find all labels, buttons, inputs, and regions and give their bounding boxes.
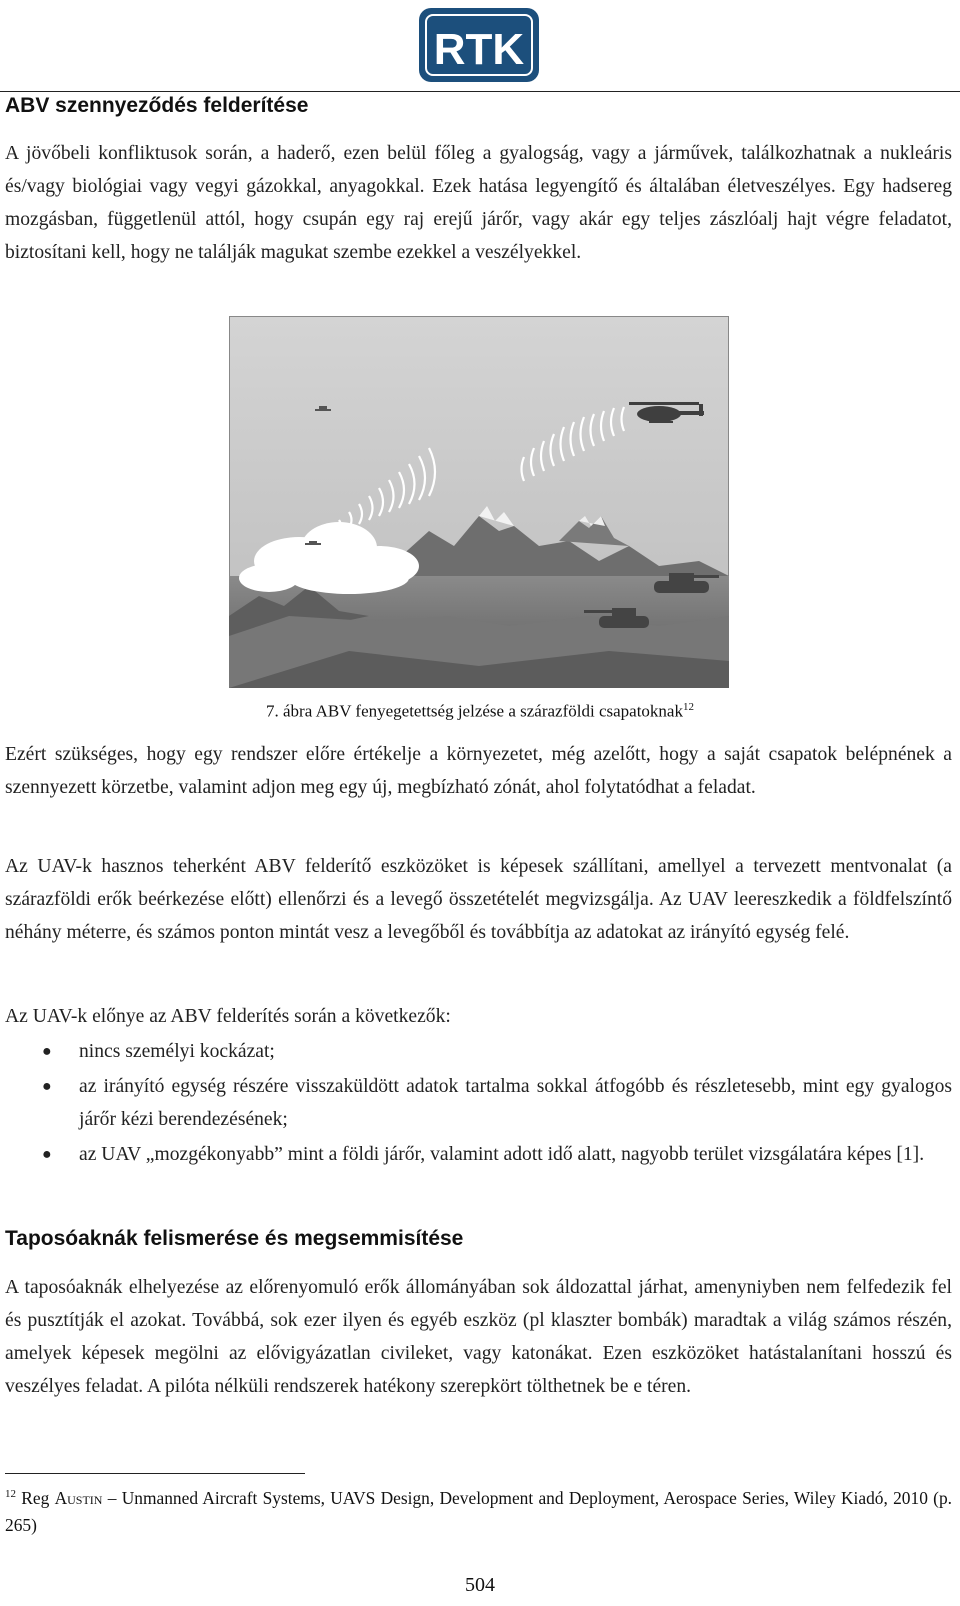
figure-caption: [0, 701, 960, 722]
page-number: 504: [465, 1574, 495, 1596]
list-item: [0, 1035, 952, 1068]
caption-footnote-ref: 12: [682, 701, 694, 713]
footnote-number: 12: [5, 1488, 16, 1500]
footnote-author-first: Reg: [21, 1487, 55, 1508]
list-item-text: nincs személyi kockázat;: [79, 1041, 275, 1062]
paragraph-mines: A taposóaknák elhelyezése az előrenyomuló erők állományában sok áldozattal járhat, amenyniyben nem felfedezik fel és pusztítják el azokat. Továbbá, sok ezer ilyen és egyéb eszköz (pl klaszter bombák) maradtak a világ számos részén, amelyek képesek megölni az elővigyázatlan civileket, vagy katonákat. Ezen eszközöket hatástalanítani hosszú és veszélyes feladat. A pilóta nélküli rendszerek hatékony szerepkört tölthetnek be e téren.: [5, 1277, 952, 1397]
paragraph-uav-payload: Az UAV-k hasznos teherként ABV felderítő eszközöket is képesek szállítani, amellyel a tervezett mentvonalat (a szárazföldi erők beérkezése előtt) ellenőrzi és a levegő összetételét megvizsgálja. Az UAV leereszkedik a földfelszíntő néhány méterre, és számos ponton mintát vesz a levegőből és továbbítja az adatokat az irányító egység felé.: [5, 856, 952, 943]
list-item: [0, 1138, 952, 1171]
bullet-icon: ●: [42, 1146, 52, 1163]
footnote-rule: [5, 1473, 305, 1474]
header-rule: [0, 91, 960, 92]
list-item-text: az UAV „mozgékonyabb” mint a földi járőr, valamint adott idő alatt, nagyobb terület vizsgálatára képes [1].: [79, 1144, 925, 1165]
advantages-list: [0, 1035, 960, 1173]
paragraph-intro: A jövőbeli konfliktusok során, a haderő, ezen belül főleg a gyalogság, vagy a járművek, találkozhatnak a nukleáris és/vagy biológiai vagy vegyi gázokkal, anyagokkal. Ezek hatása legyengítő és általában életveszélyes. Egy hadsereg mozgásban, függetlenül attól, hogy csupán egy raj erejű járőr, vagy akár egy teljes zászlóalj hajt végre feladatot, biztosítani kell, hogy ne találják magukat szembe ezekkel a veszélyekkel.: [5, 143, 952, 263]
rtk-logo: [418, 7, 540, 83]
footnote: [5, 1481, 952, 1539]
bullet-icon: ●: [42, 1078, 52, 1095]
caption-text: 7. ábra ABV fenyegetettség jelzése a szárazföldi csapatoknak: [266, 701, 683, 721]
footnote-text: – Unmanned Aircraft Systems, UAVS Design, Development and Deployment, Aerospace Series, Wiley Kiadó, 2010 (p. 265): [5, 1487, 952, 1535]
logo-text: RTK: [433, 25, 525, 74]
footnote-author-last: Austin: [54, 1487, 103, 1508]
section-heading-abv: ABV szennyeződés felderítése: [5, 94, 309, 117]
list-item: [0, 1070, 952, 1136]
list-item-text: az irányító egység részére visszaküldött adatok tartalma sokkal átfogóbb és részletesebb, mint egy gyalogos járőr kézi berendezésének;: [79, 1076, 952, 1130]
bullet-icon: ●: [42, 1043, 52, 1060]
section-heading-mines: Taposóaknák felismerése és megsemmisítése: [5, 1227, 464, 1250]
paragraph-advantages-intro: Az UAV-k előnye az ABV felderítés során a következők:: [5, 1006, 451, 1027]
figure-illustration: [229, 316, 729, 688]
paragraph-assessment: Ezért szükséges, hogy egy rendszer előre értékelje a környezetet, még azelőtt, hogy a saját csapatok belépnének a szennyezett körzetbe, valamint adjon meg egy új, megbízható zónát, ahol folytatódhat a feladat.: [5, 744, 952, 798]
